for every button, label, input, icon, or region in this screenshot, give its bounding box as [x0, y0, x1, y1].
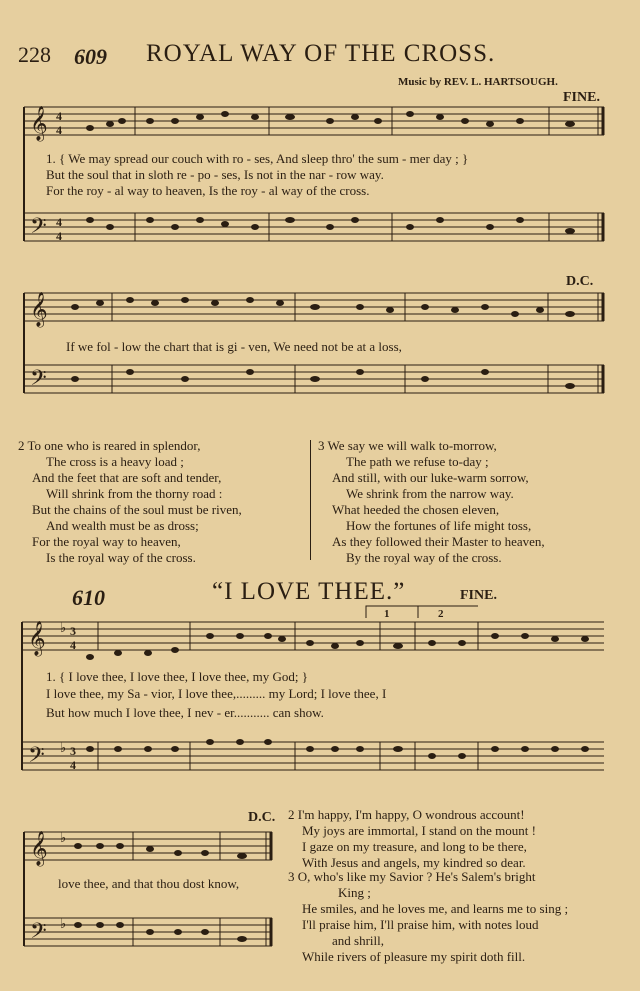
- fine-marker-609: FINE.: [563, 90, 600, 105]
- hymn-title-610: “I LOVE THEE.”: [212, 578, 406, 605]
- verse-line: 3 O, who's like my Savior ? He's Salem's bright: [288, 869, 536, 884]
- verse-line: My joys are immortal, I stand on the mount !: [302, 823, 536, 838]
- hymn609-lyric-line-1: 1. { We may spread our couch with ro - ses, And sleep thro' the sum - mer day ; }: [46, 151, 469, 166]
- svg-text:♭: ♭: [60, 916, 67, 931]
- hymn610-lyric-line-4: love thee, and that thou dost know,: [58, 876, 240, 891]
- svg-text:4: 4: [56, 229, 62, 243]
- verse-line: How the fortunes of life might toss,: [346, 518, 532, 533]
- verse-line: He smiles, and he loves me, and learns me to sing ;: [302, 901, 569, 916]
- svg-text:3: 3: [70, 624, 76, 638]
- verse-line: But the chains of the soul must be riven,: [32, 502, 242, 517]
- verse-line: 2 To one who is reared in splendor,: [18, 438, 201, 453]
- hymn609-lyric-line-3: For the roy - al way to heaven, Is the roy - al way of the cross.: [46, 183, 370, 198]
- hymn610-verse-2: [288, 807, 536, 871]
- verse-line: As they followed their Master to heaven,: [332, 534, 545, 549]
- svg-text:3: 3: [70, 744, 76, 758]
- dc-marker-609: D.C.: [566, 274, 594, 289]
- svg-text:♭: ♭: [60, 620, 67, 635]
- verse-line: The path we refuse to-day ;: [346, 454, 489, 469]
- verse-line: And still, with our luke-warm sorrow,: [332, 470, 529, 485]
- verse-line: And the feet that are soft and tender,: [32, 470, 222, 485]
- verse-line: And wealth must be as dross;: [46, 518, 199, 533]
- fine-marker-610: FINE.: [460, 588, 497, 603]
- svg-text:4: 4: [56, 215, 62, 229]
- dc-marker-610: D.C.: [248, 810, 276, 825]
- verse-line: Will shrink from the thorny road :: [46, 486, 223, 501]
- verse-line: I gaze on my treasure, and long to be there,: [302, 839, 527, 854]
- hymn610-system2-music: [0, 820, 290, 970]
- svg-text:𝄞: 𝄞: [30, 831, 48, 866]
- svg-text:𝄞: 𝄞: [30, 292, 48, 327]
- svg-text:𝄢: 𝄢: [30, 366, 47, 396]
- svg-text:4: 4: [56, 109, 62, 123]
- verse-line: Is the royal way of the cross.: [46, 550, 196, 565]
- svg-text:𝄞: 𝄞: [28, 621, 46, 656]
- verse-line: With Jesus and angels, my kindred so dear.: [302, 855, 526, 870]
- verse-line: 3 We say we will walk to-morrow,: [318, 438, 497, 453]
- svg-text:♭: ♭: [60, 740, 67, 755]
- hymn610-lyric-line-1: 1. { I love thee, I love thee, I love thee, my God; }: [46, 669, 308, 684]
- svg-text:𝄢: 𝄢: [30, 919, 47, 949]
- verse-line: By the royal way of the cross.: [346, 550, 502, 565]
- ending-1-label: 1: [384, 608, 390, 620]
- svg-text:𝄞: 𝄞: [30, 106, 48, 141]
- verse-line: I'll praise him, I'll praise him, with notes loud: [302, 917, 539, 932]
- hymn-number-610: 610: [72, 585, 105, 610]
- svg-text:4: 4: [70, 758, 76, 772]
- svg-text:4: 4: [70, 638, 76, 652]
- page-number: 228: [18, 42, 51, 67]
- hymn609-lyric-line-4: If we fol - low the chart that is gi - ven, We need not be at a loss,: [66, 339, 402, 354]
- verse-line: 2 I'm happy, I'm happy, O wondrous account!: [288, 807, 525, 822]
- hymn-number-609: 609: [74, 44, 107, 69]
- hymn609-system1-music: [0, 0, 640, 270]
- svg-text:4: 4: [56, 123, 62, 137]
- svg-text:𝄢: 𝄢: [28, 743, 45, 773]
- hymn-credit-609: Music by REV. L. HARTSOUGH.: [398, 76, 558, 88]
- hymn609-verse-2: [18, 438, 242, 566]
- verse-line: While rivers of pleasure my spirit doth fill.: [302, 949, 526, 964]
- verse-divider: [310, 440, 311, 560]
- verse-line: We shrink from the narrow way.: [346, 486, 514, 501]
- verse-line: The cross is a heavy load ;: [46, 454, 184, 469]
- hymn610-lyric-line-2: I love thee, my Sa - vior, I love thee,......... my Lord; I love thee, I: [46, 686, 387, 701]
- verse-line: and shrill,: [332, 933, 384, 948]
- hymn609-lyric-line-2: But the soul that in sloth re - po - ses, Is not in the nar - row way.: [46, 167, 384, 182]
- hymn609-verse-3: [318, 438, 545, 566]
- hymn610-lyric-line-3: But how much I love thee, I nev - er........... can show.: [46, 705, 324, 720]
- ending-2-label: 2: [438, 608, 444, 620]
- hymn-title-609: ROYAL WAY OF THE CROSS.: [146, 40, 496, 67]
- hymn610-verse-3: [288, 869, 568, 965]
- verse-line: King ;: [338, 885, 371, 900]
- verse-line: For the royal way to heaven,: [32, 534, 181, 549]
- svg-text:𝄢: 𝄢: [30, 214, 47, 244]
- verse-line: What heeded the chosen eleven,: [332, 502, 500, 517]
- svg-text:♭: ♭: [60, 830, 67, 845]
